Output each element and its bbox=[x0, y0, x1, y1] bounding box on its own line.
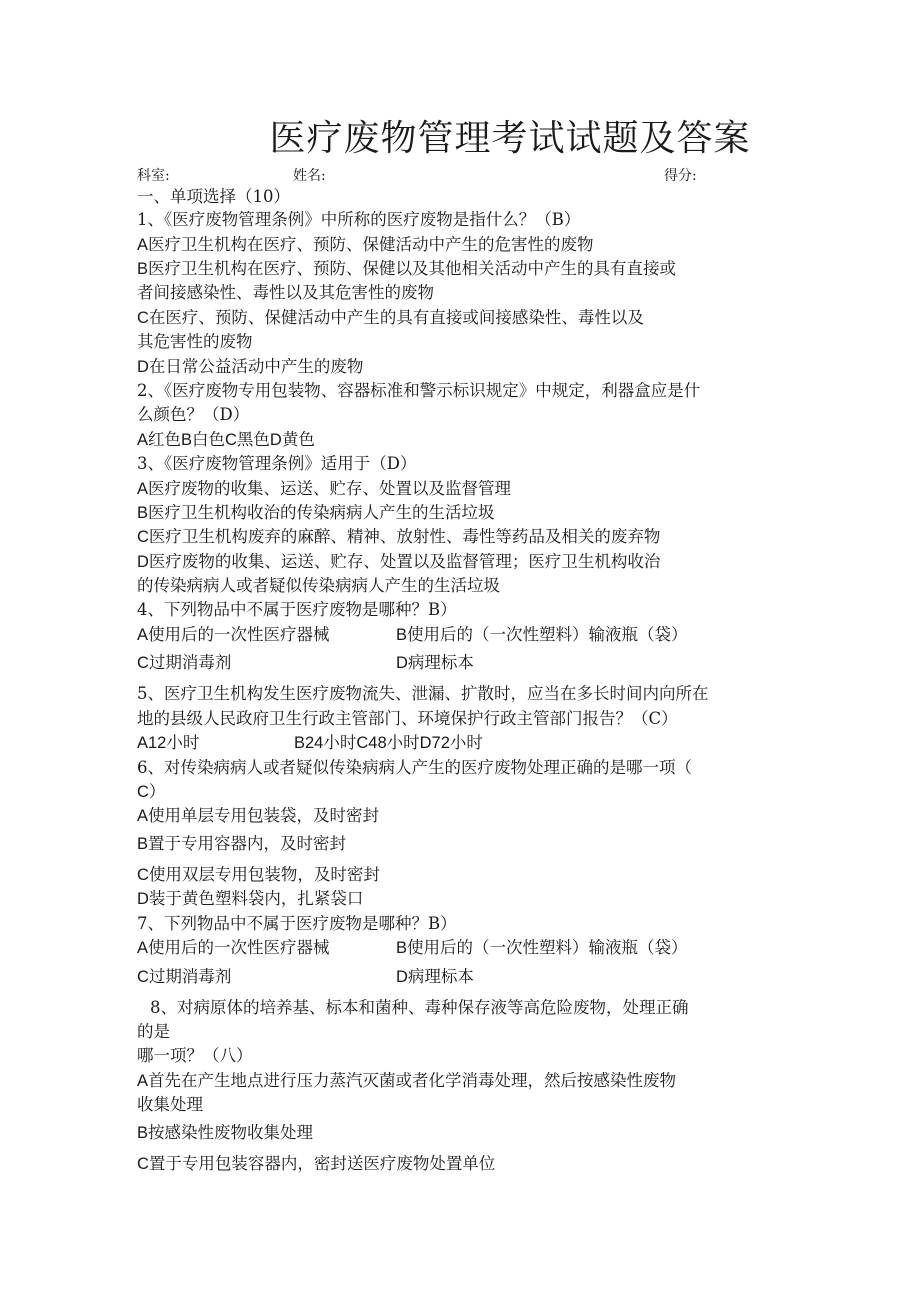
q3-option-d-cont: 的传染病病人或者疑似传染病病人产生的生活垃圾 bbox=[137, 576, 500, 595]
q6-option-a: A使用单层专用包装袋，及时密封 bbox=[137, 807, 380, 825]
q3-option-a: A医疗废物的收集、运送、贮存、处置以及监督管理 bbox=[137, 480, 512, 498]
q8-option-b: B按感染性废物收集处理 bbox=[137, 1124, 314, 1142]
q7-option-a: A使用后的一次性医疗器械 bbox=[137, 939, 330, 957]
q8-option-c: C置于专用包装容器内，密封送医疗废物处置单位 bbox=[137, 1155, 496, 1173]
q1-option-b-cont: 者间接感染性、毒性以及其危害性的废物 bbox=[137, 283, 434, 302]
section-heading: 一、单项选择（10） bbox=[137, 187, 290, 206]
score-label: 得分: bbox=[664, 168, 697, 184]
q5-option-a: A12小时 bbox=[137, 734, 200, 752]
q3-option-b: B医疗卫生机构收治的传染病病人产生的生活垃圾 bbox=[137, 504, 495, 522]
question-8-cont: 的是 bbox=[137, 1022, 170, 1041]
q4-option-d: D病理标本 bbox=[396, 654, 474, 672]
q3-option-c: C医疗卫生机构废弃的麻醉、精神、放射性、毒性等药品及相关的废弃物 bbox=[137, 528, 661, 546]
document-title: 医疗废物管理考试试题及答案 bbox=[269, 118, 751, 159]
question-4: 4、下列物品中不属于医疗废物是哪种？B） bbox=[137, 600, 457, 619]
question-2: 2、《医疗废物专用包装物、容器标准和警示标识规定》中规定，利器盒应是什 bbox=[137, 381, 701, 400]
q4-option-a: A使用后的一次性医疗器械 bbox=[137, 626, 330, 644]
q6-option-c: C使用双层专用包装物，及时密封 bbox=[137, 866, 380, 884]
question-5: 5、医疗卫生机构发生医疗废物流失、泄漏、扩散时，应当在多长时间内向所在 bbox=[137, 684, 709, 703]
q7-option-b: B使用后的（一次性塑料）输液瓶（袋） bbox=[396, 939, 688, 957]
question-6: 6、对传染病病人或者疑似传染病病人产生的医疗废物处理正确的是哪一项（ bbox=[137, 758, 692, 777]
question-5-cont: 地的县级人民政府卫生行政主管部门、环境保护行政主管部门报告？（C） bbox=[137, 709, 678, 728]
question-3: 3、《医疗废物管理条例》适用于（D） bbox=[137, 454, 417, 473]
q4-option-b: B使用后的（一次性塑料）输液瓶（袋） bbox=[396, 626, 688, 644]
q1-option-c: C在医疗、预防、保健活动中产生的具有直接或间接感染性、毒性以及 bbox=[137, 309, 644, 327]
q1-option-d: D在日常公益活动中产生的废物 bbox=[137, 358, 364, 376]
q6-option-d: D装于黄色塑料袋内，扎紧袋口 bbox=[137, 890, 364, 908]
question-7: 7、下列物品中不属于医疗废物是哪种？B） bbox=[137, 914, 457, 933]
q7-option-d: D病理标本 bbox=[396, 968, 474, 986]
q4-option-c: C过期消毒剂 bbox=[137, 654, 232, 672]
q1-option-b: B医疗卫生机构在医疗、预防、保健以及其他相关活动中产生的具有直接或 bbox=[137, 260, 677, 278]
dept-label: 科室: bbox=[137, 168, 170, 184]
question-2-cont: 么颜色？（D） bbox=[137, 405, 250, 424]
q1-option-c-cont: 其危害性的废物 bbox=[137, 332, 253, 351]
q8-option-a-cont: 收集处理 bbox=[137, 1095, 203, 1114]
q1-option-a: A医疗卫生机构在医疗、预防、保健活动中产生的危害性的废物 bbox=[137, 236, 594, 254]
question-8: 8、对病原体的培养基、标本和菌种、毒种保存液等高危险废物，处理正确 bbox=[150, 998, 689, 1017]
q5-options-bcd: B24小时C48小时D72小时 bbox=[294, 734, 483, 752]
question-6-answer: C） bbox=[137, 783, 166, 801]
question-1: 1、《医疗废物管理条例》中所称的医疗废物是指什么？（B） bbox=[137, 210, 581, 229]
name-label: 姓名: bbox=[293, 168, 326, 184]
q6-option-b: B置于专用容器内，及时密封 bbox=[137, 835, 347, 853]
q8-option-a: A首先在产生地点进行压力蒸汽灭菌或者化学消毒处理，然后按感染性废物 bbox=[137, 1072, 677, 1090]
q2-options: A红色B白色C黑色D黄色 bbox=[137, 431, 315, 449]
q3-option-d: D医疗废物的收集、运送、贮存、处置以及监督管理；医疗卫生机构收治 bbox=[137, 553, 661, 571]
question-8-cont-2: 哪一项？（八） bbox=[137, 1046, 253, 1065]
q7-option-c: C过期消毒剂 bbox=[137, 968, 232, 986]
